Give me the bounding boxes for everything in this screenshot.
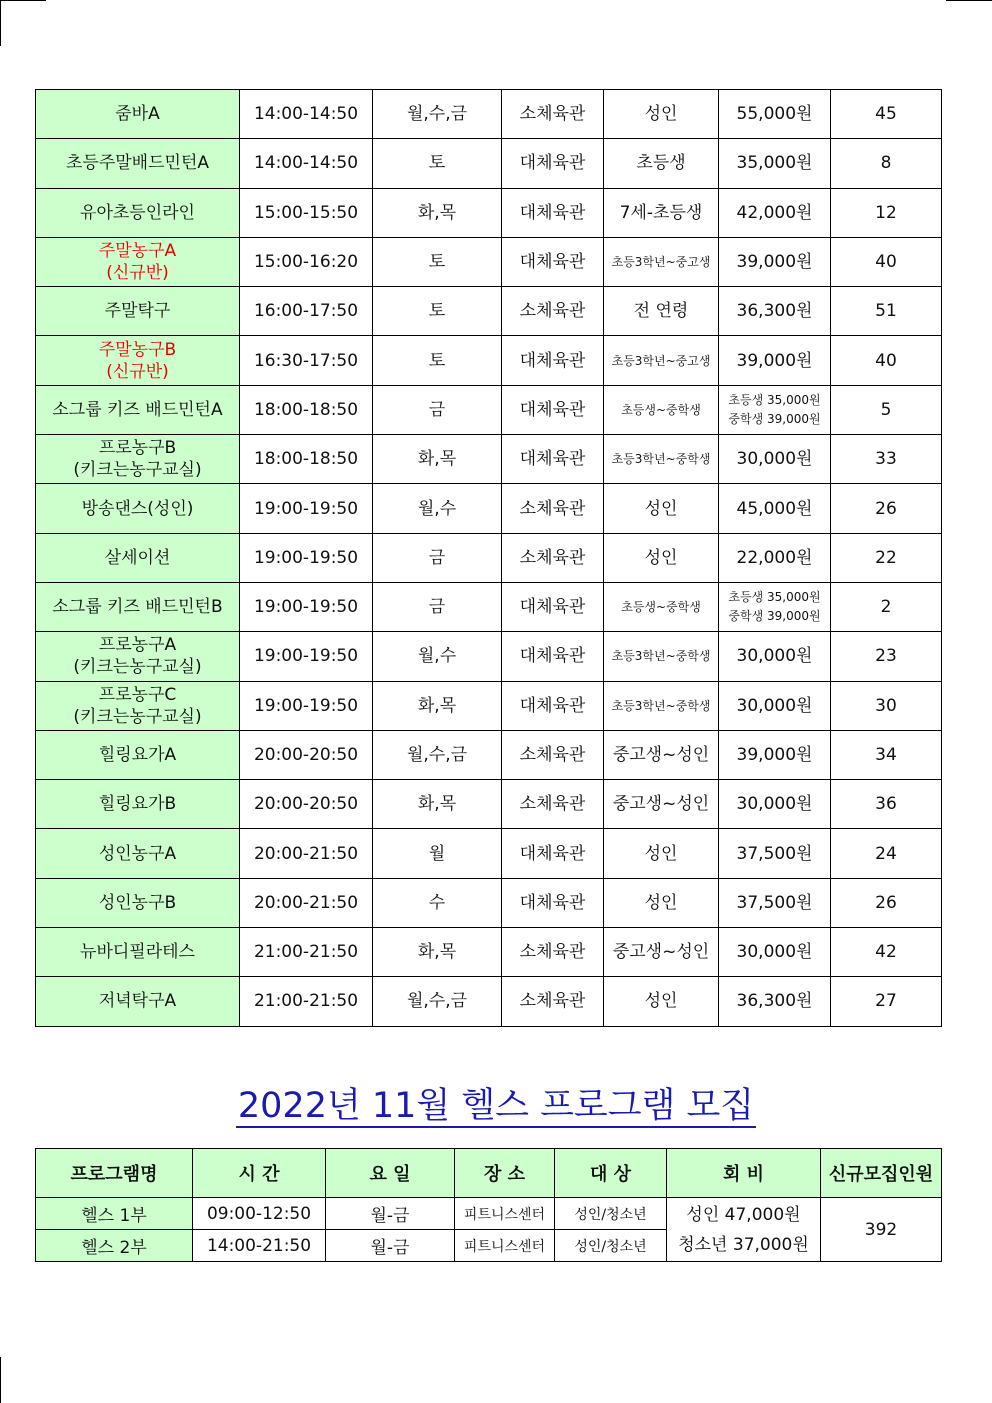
program-target: 중고생~성인 bbox=[604, 780, 719, 829]
table-row bbox=[36, 582, 942, 631]
program-name-line: (신규반) bbox=[106, 263, 169, 284]
program-fee-line: 30,000원 bbox=[736, 646, 813, 667]
header-target: 대 상 bbox=[555, 1149, 667, 1198]
program-fee bbox=[719, 435, 831, 484]
header-days: 요 일 bbox=[326, 1149, 455, 1198]
program-place: 소체육관 bbox=[502, 90, 604, 139]
program-name-line: 소그룹 키즈 배드민턴B bbox=[52, 597, 223, 618]
program-name-line: 프로농구C bbox=[98, 684, 177, 705]
program-count: 40 bbox=[831, 336, 942, 385]
program-target: 초등생~중학생 bbox=[604, 385, 719, 434]
program-time: 18:00-18:50 bbox=[240, 435, 373, 484]
program-count: 12 bbox=[831, 188, 942, 237]
program-name-line: 방송댄스(성인) bbox=[81, 498, 194, 519]
program-name-line: 뉴바디필라테스 bbox=[80, 942, 195, 963]
health-program-table bbox=[35, 1148, 942, 1262]
table-row bbox=[36, 1198, 942, 1230]
program-fee bbox=[719, 336, 831, 385]
table-row bbox=[36, 287, 942, 336]
program-target: 7세-초등생 bbox=[604, 188, 719, 237]
table-row bbox=[36, 780, 942, 829]
program-place: 소체육관 bbox=[502, 928, 604, 977]
program-fee-line: 초등생 35,000원 bbox=[728, 392, 821, 407]
program-count: 42 bbox=[831, 928, 942, 977]
program-fee-line: 22,000원 bbox=[736, 547, 813, 568]
program-target: 전 연령 bbox=[604, 287, 719, 336]
program-fee-line: 37,500원 bbox=[736, 843, 813, 864]
table-row bbox=[36, 730, 942, 779]
program-target: 성인 bbox=[604, 484, 719, 533]
program-target: 초등3학년~중학생 bbox=[604, 435, 719, 484]
table-row bbox=[36, 336, 942, 385]
program-place: 대체육관 bbox=[502, 681, 604, 730]
program-target: 초등생~중학생 bbox=[604, 582, 719, 631]
program-target: 초등3학년~중학생 bbox=[604, 632, 719, 681]
program-days: 월,수,금 bbox=[373, 730, 502, 779]
program-place: 대체육관 bbox=[502, 632, 604, 681]
program-days: 토 bbox=[373, 287, 502, 336]
table-row bbox=[36, 681, 942, 730]
program-fee-line: 36,300원 bbox=[736, 301, 813, 322]
health-count: 392 bbox=[821, 1198, 942, 1262]
table-row bbox=[36, 977, 942, 1026]
program-place: 소체육관 bbox=[502, 730, 604, 779]
program-fee bbox=[719, 977, 831, 1026]
health-time: 09:00-12:50 bbox=[193, 1198, 326, 1230]
program-place: 소체육관 bbox=[502, 287, 604, 336]
program-name-line: 초등주말배드민턴A bbox=[65, 153, 209, 174]
program-name-line: 살세이션 bbox=[104, 547, 171, 568]
program-name bbox=[36, 237, 240, 286]
program-place: 대체육관 bbox=[502, 385, 604, 434]
program-name bbox=[36, 90, 240, 139]
program-fee bbox=[719, 632, 831, 681]
program-name bbox=[36, 533, 240, 582]
program-fee-line: 36,300원 bbox=[736, 991, 813, 1012]
program-fee-line: 39,000원 bbox=[736, 745, 813, 765]
program-days: 금 bbox=[373, 385, 502, 434]
program-time: 20:00-21:50 bbox=[240, 829, 373, 878]
program-name-line: 프로농구A bbox=[98, 635, 177, 656]
program-name bbox=[36, 385, 240, 434]
program-days: 화,목 bbox=[373, 681, 502, 730]
program-time: 14:00-14:50 bbox=[240, 90, 373, 139]
program-name bbox=[36, 435, 240, 484]
health-fee bbox=[667, 1198, 821, 1262]
program-target: 중고생~성인 bbox=[604, 928, 719, 977]
program-days: 토 bbox=[373, 237, 502, 286]
program-count: 5 bbox=[831, 385, 942, 434]
program-target: 성인 bbox=[604, 878, 719, 927]
program-fee-line: 35,000원 bbox=[736, 153, 813, 174]
table-row bbox=[36, 928, 942, 977]
header-program-name: 프로그램명 bbox=[36, 1149, 193, 1198]
program-fee-line: 초등생 35,000원 bbox=[728, 590, 821, 605]
program-count: 2 bbox=[831, 582, 942, 631]
program-count: 40 bbox=[831, 237, 942, 286]
health-days: 월-금 bbox=[326, 1198, 455, 1230]
program-fee bbox=[719, 928, 831, 977]
program-target: 성인 bbox=[604, 90, 719, 139]
program-schedule-body bbox=[36, 90, 942, 1027]
program-fee bbox=[719, 681, 831, 730]
program-fee-line: 30,000원 bbox=[736, 794, 813, 815]
program-name-line: 주말탁구 bbox=[104, 301, 171, 322]
program-fee-line: 39,000원 bbox=[736, 350, 813, 371]
program-fee-line: 30,000원 bbox=[736, 942, 813, 963]
program-time: 16:30-17:50 bbox=[240, 336, 373, 385]
program-place: 대체육관 bbox=[502, 582, 604, 631]
program-count: 33 bbox=[831, 435, 942, 484]
header-fee: 회 비 bbox=[667, 1149, 821, 1198]
table-row bbox=[36, 237, 942, 286]
table-row bbox=[36, 139, 942, 188]
program-time: 19:00-19:50 bbox=[240, 484, 373, 533]
program-fee-line: 42,000원 bbox=[736, 202, 813, 223]
program-time: 14:00-14:50 bbox=[240, 139, 373, 188]
program-name bbox=[36, 878, 240, 927]
table-row bbox=[36, 878, 942, 927]
program-time: 15:00-15:50 bbox=[240, 188, 373, 237]
program-days: 토 bbox=[373, 139, 502, 188]
program-fee bbox=[719, 188, 831, 237]
program-place: 대체육관 bbox=[502, 435, 604, 484]
program-days: 화,목 bbox=[373, 188, 502, 237]
program-count: 24 bbox=[831, 829, 942, 878]
header-time: 시 간 bbox=[193, 1149, 326, 1198]
health-place: 피트니스센터 bbox=[455, 1198, 555, 1230]
table-row bbox=[36, 435, 942, 484]
health-time: 14:00-21:50 bbox=[193, 1230, 326, 1262]
program-fee bbox=[719, 582, 831, 631]
program-name bbox=[36, 632, 240, 681]
program-count: 8 bbox=[831, 139, 942, 188]
program-count: 23 bbox=[831, 632, 942, 681]
program-target: 초등3학년~중학생 bbox=[604, 681, 719, 730]
program-name-line: 유아초등인라인 bbox=[80, 202, 195, 223]
program-time: 20:00-21:50 bbox=[240, 878, 373, 927]
program-time: 19:00-19:50 bbox=[240, 681, 373, 730]
health-target: 성인/청소년 bbox=[555, 1198, 667, 1230]
program-days: 월,수 bbox=[373, 484, 502, 533]
program-time: 21:00-21:50 bbox=[240, 977, 373, 1026]
program-fee bbox=[719, 237, 831, 286]
program-time: 20:00-20:50 bbox=[240, 730, 373, 779]
program-target: 성인 bbox=[604, 533, 719, 582]
program-count: 27 bbox=[831, 977, 942, 1026]
program-name-line: 성인농구B bbox=[98, 892, 177, 913]
program-fee bbox=[719, 730, 831, 779]
program-target: 중고생~성인 bbox=[604, 730, 719, 779]
program-name-line: 줌바A bbox=[115, 104, 160, 125]
program-count: 36 bbox=[831, 780, 942, 829]
program-place: 대체육관 bbox=[502, 237, 604, 286]
program-time: 16:00-17:50 bbox=[240, 287, 373, 336]
health-target: 성인/청소년 bbox=[555, 1230, 667, 1262]
health-place: 피트니스센터 bbox=[455, 1230, 555, 1262]
program-place: 대체육관 bbox=[502, 139, 604, 188]
program-fee-line: 37,500원 bbox=[736, 892, 813, 913]
program-name-line: (키크는농구교실) bbox=[73, 460, 202, 481]
crop-mark-top-right-horizontal bbox=[946, 0, 992, 1]
program-time: 18:00-18:50 bbox=[240, 385, 373, 434]
table-row bbox=[36, 188, 942, 237]
program-place: 대체육관 bbox=[502, 829, 604, 878]
program-time: 19:00-19:50 bbox=[240, 582, 373, 631]
program-name-line: 주말농구A bbox=[98, 241, 177, 262]
header-place: 장 소 bbox=[455, 1149, 555, 1198]
program-fee bbox=[719, 533, 831, 582]
program-name bbox=[36, 336, 240, 385]
program-name-line: (키크는농구교실) bbox=[73, 706, 202, 727]
program-time: 20:00-20:50 bbox=[240, 780, 373, 829]
program-place: 소체육관 bbox=[502, 484, 604, 533]
program-name bbox=[36, 681, 240, 730]
program-days: 화,목 bbox=[373, 928, 502, 977]
program-name bbox=[36, 977, 240, 1026]
program-fee bbox=[719, 829, 831, 878]
program-fee bbox=[719, 385, 831, 434]
program-days: 월 bbox=[373, 829, 502, 878]
table-row bbox=[36, 90, 942, 139]
program-days: 금 bbox=[373, 582, 502, 631]
program-name-line: 힐링요가B bbox=[98, 794, 177, 815]
program-days: 수 bbox=[373, 878, 502, 927]
program-time: 15:00-16:20 bbox=[240, 237, 373, 286]
program-name-line: 저녁탁구A bbox=[98, 991, 177, 1012]
health-fee-adult: 성인 47,000원 bbox=[686, 1204, 801, 1225]
table-row bbox=[36, 484, 942, 533]
program-place: 대체육관 bbox=[502, 188, 604, 237]
program-fee-line: 중학생 39,000원 bbox=[728, 411, 821, 426]
program-count: 22 bbox=[831, 533, 942, 582]
program-place: 대체육관 bbox=[502, 336, 604, 385]
program-schedule-table bbox=[35, 89, 942, 1027]
program-days: 금 bbox=[373, 533, 502, 582]
program-fee-line: 중학생 39,000원 bbox=[728, 609, 821, 624]
program-target: 초등3학년~중고생 bbox=[604, 336, 719, 385]
program-name bbox=[36, 730, 240, 779]
crop-mark-top-left-vertical bbox=[0, 0, 1, 46]
program-fee-line: 30,000원 bbox=[736, 449, 813, 470]
program-name-line: 프로농구B bbox=[98, 438, 177, 459]
program-days: 월,수 bbox=[373, 632, 502, 681]
program-count: 26 bbox=[831, 484, 942, 533]
program-days: 화,목 bbox=[373, 435, 502, 484]
table-row bbox=[36, 829, 942, 878]
health-program-title-text: 2022년 11월 헬스 프로그램 모집 bbox=[237, 1086, 755, 1126]
health-days: 월-금 bbox=[326, 1230, 455, 1262]
program-name-line: 소그룹 키즈 배드민턴A bbox=[52, 399, 223, 420]
program-days: 화,목 bbox=[373, 780, 502, 829]
program-name-line: 주말농구B bbox=[98, 339, 177, 360]
program-name bbox=[36, 484, 240, 533]
program-place: 소체육관 bbox=[502, 977, 604, 1026]
program-name-line: (키크는농구교실) bbox=[73, 657, 202, 678]
health-name: 헬스 1부 bbox=[36, 1198, 193, 1230]
program-fee-line: 39,000원 bbox=[736, 252, 813, 273]
program-target: 초등생 bbox=[604, 139, 719, 188]
program-count: 45 bbox=[831, 90, 942, 139]
program-target: 초등3학년~중고생 bbox=[604, 237, 719, 286]
program-fee-line: 55,000원 bbox=[736, 104, 813, 125]
program-name-line: 성인농구A bbox=[98, 843, 177, 864]
program-time: 19:00-19:50 bbox=[240, 632, 373, 681]
program-place: 소체육관 bbox=[502, 533, 604, 582]
program-name bbox=[36, 139, 240, 188]
program-fee-line: 30,000원 bbox=[736, 695, 813, 716]
program-name bbox=[36, 188, 240, 237]
program-time: 19:00-19:50 bbox=[240, 533, 373, 582]
program-name bbox=[36, 287, 240, 336]
program-place: 대체육관 bbox=[502, 878, 604, 927]
program-name-line: 힐링요가A bbox=[98, 745, 177, 765]
health-fee-youth: 청소년 37,000원 bbox=[678, 1234, 809, 1255]
program-target: 성인 bbox=[604, 977, 719, 1026]
program-fee bbox=[719, 90, 831, 139]
crop-mark-top-left-horizontal bbox=[0, 0, 46, 1]
program-days: 월,수,금 bbox=[373, 977, 502, 1026]
health-program-title bbox=[0, 1083, 992, 1129]
program-name-line: (신규반) bbox=[106, 361, 169, 382]
table-row bbox=[36, 632, 942, 681]
crop-mark-bottom-left-vertical bbox=[0, 1357, 1, 1403]
program-name bbox=[36, 582, 240, 631]
health-name: 헬스 2부 bbox=[36, 1230, 193, 1262]
table-row bbox=[36, 385, 942, 434]
program-time: 21:00-21:50 bbox=[240, 928, 373, 977]
program-count: 26 bbox=[831, 878, 942, 927]
header-count: 신규모집인원 bbox=[821, 1149, 942, 1198]
program-fee bbox=[719, 878, 831, 927]
program-count: 34 bbox=[831, 730, 942, 779]
program-count: 51 bbox=[831, 287, 942, 336]
program-name bbox=[36, 780, 240, 829]
program-place: 소체육관 bbox=[502, 780, 604, 829]
program-target: 성인 bbox=[604, 829, 719, 878]
program-name bbox=[36, 928, 240, 977]
program-fee-line: 45,000원 bbox=[736, 498, 813, 519]
program-fee bbox=[719, 780, 831, 829]
program-fee bbox=[719, 484, 831, 533]
program-days: 월,수,금 bbox=[373, 90, 502, 139]
program-name bbox=[36, 829, 240, 878]
program-days: 토 bbox=[373, 336, 502, 385]
table-row bbox=[36, 533, 942, 582]
program-fee bbox=[719, 287, 831, 336]
program-count: 30 bbox=[831, 681, 942, 730]
program-fee bbox=[719, 139, 831, 188]
